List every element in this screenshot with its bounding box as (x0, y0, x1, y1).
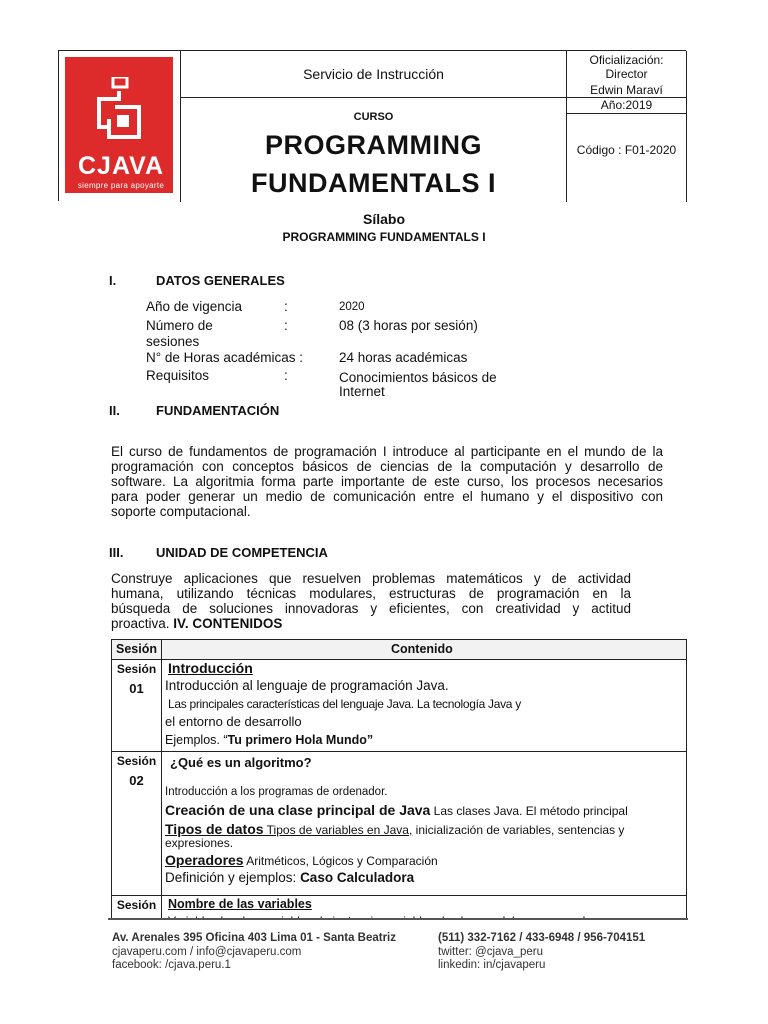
session-01-line4 (165, 733, 373, 747)
section-3-number: III. (109, 545, 124, 560)
cjava-logo-mark-icon (91, 77, 147, 145)
footer-twitter: twitter: @cjava_peru (438, 946, 543, 958)
session-03-label: Sesión (116, 898, 157, 912)
logo-cell (59, 51, 181, 202)
session-01-title: Introducción (168, 660, 253, 676)
course-title-line2: FUNDAMENTALS I (251, 168, 496, 198)
section-2-title: FUNDAMENTACIÓN (156, 403, 280, 418)
official-name: Edwin Maraví (590, 83, 663, 97)
session-02-label: Sesión (116, 754, 157, 768)
session-01-line3: el entorno de desarrollo (165, 714, 302, 729)
logo-tagline: siempre para apoyarte (77, 181, 165, 190)
requisitos-label: Requisitos (146, 368, 210, 383)
competencia-paragraph (111, 571, 631, 631)
section-2-number: II. (109, 403, 120, 418)
official-role: Director (605, 67, 648, 81)
requisitos-value-line2: Internet (339, 384, 385, 399)
fundamentacion-line2: programación con conceptos básicos de ciencias de la computación y desarrollo de (111, 459, 663, 474)
row-divider-2 (112, 895, 686, 896)
competencia-line4-text: proactiva. (111, 616, 170, 631)
official-cell (567, 51, 687, 98)
session-02-line2 (165, 802, 628, 818)
document-header (58, 50, 686, 201)
session-02-example-name: Caso Calculadora (300, 870, 415, 885)
horas-label: N° de Horas académicas : (146, 350, 303, 365)
session-01-number: 01 (129, 681, 144, 696)
footer-phones: (511) 332-7162 / 433-6948 / 956-704151 (438, 932, 646, 944)
sesiones-label-line2: sesiones (146, 334, 200, 349)
table-header-row (112, 640, 686, 660)
fundamentacion-line5: soporte computacional. (111, 504, 251, 519)
logo-wordmark: CJAVA (77, 152, 165, 180)
fundamentacion-line4: para poder generar un medio de comunicación entre el humano y el dispositivo con (111, 489, 663, 504)
year-cell (567, 98, 687, 114)
requisitos-value-line1: Conocimientos básicos de (339, 370, 497, 385)
session-02-line6 (165, 870, 414, 885)
code-cell (567, 114, 687, 202)
session-02-topic-datatypes: Tipos de datos (165, 821, 264, 837)
session-02-number: 02 (129, 773, 144, 788)
sesiones-value: 08 (3 horas por sesión) (339, 318, 478, 333)
footer-linkedin: linkedin: in/cjavaperu (438, 959, 546, 971)
section-1-title: DATOS GENERALES (156, 273, 285, 288)
sesiones-label-line1: Número de (146, 318, 213, 333)
vigencia-value: 2020 (339, 301, 365, 313)
footer-facebook: facebook: /cjava.peru.1 (112, 959, 231, 971)
code-value: Código : F01-2020 (576, 143, 677, 157)
course-label: CURSO (353, 111, 394, 123)
service-cell (181, 51, 567, 98)
col-header-content: Contenido (391, 642, 453, 656)
col-header-session: Sesión (116, 642, 157, 656)
fundamentacion-line1: El curso de fundamentos de programación I introduce al participante en el mundo de la (111, 444, 663, 459)
footer-address: Av. Arenales 395 Oficina 403 Lima 01 - Santa Beatriz (112, 932, 397, 944)
official-label: Oficialización: (589, 53, 664, 67)
course-title (181, 126, 566, 202)
session-01-label: Sesión (116, 662, 157, 676)
session-02-example-label: Definición y ejemplos: (165, 870, 301, 885)
service-title: Servicio de Instrucción (303, 66, 444, 82)
vigencia-colon: : (284, 299, 288, 314)
session-01-line2: Las principales características del lenguaje Java. La tecnología Java y (168, 697, 521, 711)
session-02-line5 (165, 852, 438, 868)
competencia-line2: humana, utilizando técnicas modulares, estructuras de programación en la (111, 586, 631, 601)
vigencia-label: Año de vigencia (146, 299, 243, 314)
competencia-line4 (111, 616, 631, 631)
session-02-line4: expresiones. (165, 836, 234, 850)
footer-web: cjavaperu.com / info@cjavaperu.com (112, 946, 302, 958)
session-02-datatypes-link: Tipos de variables en Java, (263, 823, 413, 837)
session-02-line1: Introducción a los programas de ordenador. (165, 786, 388, 798)
sesiones-colon: : (284, 318, 288, 333)
cjava-logo (65, 57, 173, 193)
fundamentacion-line3: software. La algoritmia forma parte importante de este curso, los procesos necesarios (111, 474, 663, 489)
section-1-number: I. (109, 273, 117, 288)
session-01-line1: Introducción al lenguaje de programación Java. (165, 678, 449, 693)
year-value: Año:2019 (600, 98, 653, 112)
session-02-topic-class: Creación de una clase principal de Java (165, 802, 431, 818)
silabo-title: Sílabo (362, 211, 405, 227)
silabo-subtitle: PROGRAMMING FUNDAMENTALS I (282, 230, 486, 244)
session-01-example-label: Ejemplos. “ (165, 733, 228, 747)
course-title-line1: PROGRAMMING (265, 130, 482, 160)
section-3-title: UNIDAD DE COMPETENCIA (156, 545, 328, 560)
session-01-example-name: Tu primero Hola Mundo” (227, 733, 374, 747)
session-02-title: ¿Qué es un algoritmo? (170, 755, 312, 770)
row-divider-1 (112, 751, 686, 752)
fundamentacion-paragraph (111, 444, 663, 519)
session-02-line3 (165, 821, 624, 837)
horas-value: 24 horas académicas (339, 350, 468, 365)
session-03-title: Nombre de las variables (168, 897, 312, 911)
section-4-title: IV. CONTENIDOS (173, 616, 283, 631)
session-02-topic-class-desc: Las clases Java. El método principal (430, 804, 628, 818)
course-cell (181, 98, 567, 202)
session-02-operators-desc: Aritméticos, Lógicos y Comparación (243, 854, 438, 868)
competencia-line1: Construye aplicaciones que resuelven problemas matemáticos y de actividad (111, 571, 631, 586)
competencia-line3: búsqueda de soluciones innovadoras y eficientes, con creatividad y actitud (111, 601, 631, 616)
page-footer (108, 918, 688, 970)
session-02-datatypes-desc: inicialización de variables, sentencias y (412, 823, 625, 837)
session-02-topic-operators: Operadores (165, 852, 244, 868)
requisitos-colon: : (284, 368, 288, 383)
